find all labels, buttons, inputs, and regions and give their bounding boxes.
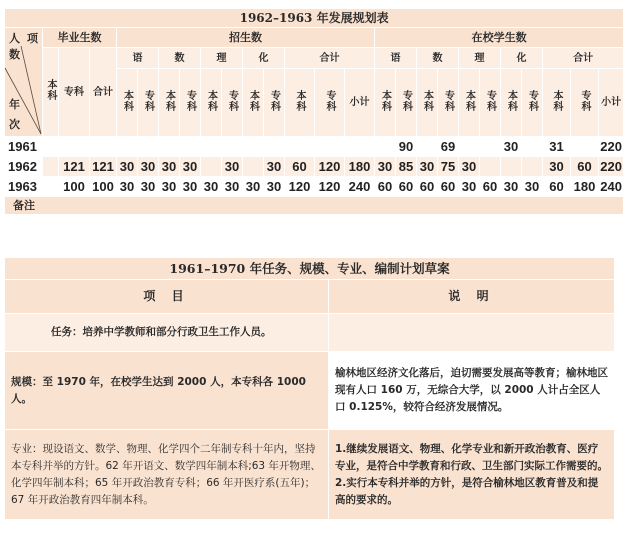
corner-nian: 年 — [9, 98, 20, 111]
data-cell — [180, 137, 201, 157]
data-cell: 30 — [375, 157, 396, 177]
enroll-shu-header: 数 — [159, 48, 201, 69]
corner-ci: 次 — [9, 118, 20, 131]
enroll-zhuanke-subheader: 专科 — [264, 69, 285, 137]
data-cell — [480, 137, 501, 157]
development-plan-table — [4, 8, 624, 215]
data-cell: 121 — [59, 157, 90, 177]
data-cell: 30 — [264, 177, 285, 197]
data-cell — [522, 157, 543, 177]
data-cell — [43, 177, 59, 197]
data-cell: 60 — [480, 177, 501, 197]
school-benke-subheader: 本科 — [417, 69, 438, 137]
table-row — [5, 137, 624, 157]
school-zhuanke-subheader: 专科 — [396, 69, 417, 137]
data-cell — [43, 157, 59, 177]
data-cell — [243, 137, 264, 157]
enrollment-header: 招生数 — [117, 28, 375, 48]
data-cell: 30 — [264, 157, 285, 177]
data-cell: 31 — [543, 137, 571, 157]
data-cell — [345, 137, 375, 157]
school-subtotal-subheader: 小计 — [599, 69, 624, 137]
data-cell: 30 — [180, 177, 201, 197]
data-cell: 121 — [90, 157, 117, 177]
corner-diagonal — [5, 28, 43, 136]
corner-shu: 数 — [9, 48, 20, 61]
task-plan-table — [4, 257, 615, 520]
data-cell — [117, 137, 138, 157]
data-cell — [459, 137, 480, 157]
data-cell: 30 — [159, 157, 180, 177]
scale-desc: 榆林地区经济文化落后，迫切需要发展高等教育；榆林地区现有人口 160 万，无综合大学，以 2000 人计占全区人口 0.125%，较符合经济发展情况。 — [329, 352, 615, 430]
data-cell — [264, 137, 285, 157]
year-cell: 1962 — [5, 157, 43, 177]
data-cell: 180 — [345, 157, 375, 177]
data-cell: 75 — [438, 157, 459, 177]
enroll-benke-subheader: 本科 — [117, 69, 138, 137]
data-cell: 60 — [571, 157, 599, 177]
data-cell: 30 — [459, 177, 480, 197]
data-cell — [159, 137, 180, 157]
school-benke-subheader: 本科 — [501, 69, 522, 137]
data-cell: 30 — [501, 177, 522, 197]
enroll-total-header: 合计 — [285, 48, 375, 69]
data-cell — [501, 157, 522, 177]
data-cell: 30 — [222, 157, 243, 177]
data-cell — [522, 137, 543, 157]
data-cell — [315, 137, 345, 157]
data-cell: 60 — [417, 177, 438, 197]
data-cell: 180 — [571, 177, 599, 197]
data-cell: 30 — [243, 177, 264, 197]
table1-title: 1962–1963 年发展规划表 — [5, 9, 624, 28]
scale-item: 规模：至 1970 年，在校学生达到 2000 人，本专科各 1000 人。 — [5, 352, 329, 430]
data-cell: 120 — [315, 157, 345, 177]
enroll-total-benke-subheader: 本科 — [285, 69, 315, 137]
data-cell: 30 — [522, 177, 543, 197]
enroll-benke-subheader: 本科 — [159, 69, 180, 137]
school-benke-subheader: 本科 — [375, 69, 396, 137]
enroll-total-zhuanke-subheader: 专科 — [315, 69, 345, 137]
data-cell: 30 — [222, 177, 243, 197]
enroll-zhuanke-subheader: 专科 — [222, 69, 243, 137]
data-cell: 60 — [543, 177, 571, 197]
data-cell: 60 — [438, 177, 459, 197]
year-cell: 1963 — [5, 177, 43, 197]
column-item-header: 项 目 — [5, 280, 329, 314]
data-cell: 69 — [438, 137, 459, 157]
school-total-header: 合计 — [543, 48, 624, 69]
data-cell: 60 — [375, 177, 396, 197]
data-cell: 90 — [396, 137, 417, 157]
data-cell: 30 — [159, 177, 180, 197]
major-item: 专业：现设语文、数学、物理、化学四个二年制专科十年内，坚持本专科并举的方针。62 年开语文、数学四年制本科;63 年开物理、化学四年制本科；65 年开政治教育专科；66 年开医疗系(五年)；67 年开政治教育四年制本科。 — [5, 430, 329, 520]
school-total-zhuanke-subheader: 专科 — [571, 69, 599, 137]
table-row — [5, 177, 624, 197]
enroll-hua-header: 化 — [243, 48, 285, 69]
data-cell — [59, 137, 90, 157]
data-cell — [285, 137, 315, 157]
school-zhuanke-subheader: 专科 — [480, 69, 501, 137]
enroll-benke-subheader: 本科 — [201, 69, 222, 137]
data-cell: 30 — [417, 157, 438, 177]
year-cell: 1961 — [5, 137, 43, 157]
enroll-yu-header: 语 — [117, 48, 159, 69]
data-cell: 240 — [599, 177, 624, 197]
data-cell: 30 — [117, 177, 138, 197]
data-cell — [90, 137, 117, 157]
table-row — [5, 157, 624, 177]
task-item: 任务：培养中学教师和部分行政卫生工作人员。 — [5, 314, 329, 352]
data-cell: 240 — [345, 177, 375, 197]
note-label: 备注 — [13, 199, 35, 212]
data-cell: 100 — [90, 177, 117, 197]
data-cell — [201, 157, 222, 177]
data-cell — [43, 137, 59, 157]
data-cell — [201, 137, 222, 157]
table1-corner-header — [5, 28, 43, 137]
data-cell: 120 — [315, 177, 345, 197]
data-cell — [243, 157, 264, 177]
school-shu-header: 数 — [417, 48, 459, 69]
data-cell — [375, 137, 396, 157]
school-yu-header: 语 — [375, 48, 417, 69]
school-hua-header: 化 — [501, 48, 543, 69]
grad-zhuanke-header: 专科 — [59, 48, 90, 137]
enroll-benke-subheader: 本科 — [243, 69, 264, 137]
table1-note-row — [5, 197, 624, 215]
corner-xiang: 项 — [27, 32, 38, 45]
grad-total-header: 合计 — [90, 48, 117, 137]
corner-ren: 人 — [9, 32, 20, 45]
data-cell — [222, 137, 243, 157]
school-zhuanke-subheader: 专科 — [438, 69, 459, 137]
data-cell: 30 — [117, 157, 138, 177]
data-cell: 100 — [59, 177, 90, 197]
school-li-header: 理 — [459, 48, 501, 69]
data-cell: 120 — [285, 177, 315, 197]
data-cell: 30 — [180, 157, 201, 177]
school-total-benke-subheader: 本科 — [543, 69, 571, 137]
table2-title: 1961–1970 年任务、规模、专业、编制计划草案 — [5, 258, 615, 280]
data-cell — [571, 137, 599, 157]
data-cell — [138, 137, 159, 157]
enroll-li-header: 理 — [201, 48, 243, 69]
data-cell — [417, 137, 438, 157]
data-cell: 220 — [599, 157, 624, 177]
data-cell: 85 — [396, 157, 417, 177]
data-cell: 60 — [396, 177, 417, 197]
data-cell: 30 — [138, 177, 159, 197]
task-desc — [329, 314, 615, 352]
data-cell — [480, 157, 501, 177]
school-benke-subheader: 本科 — [459, 69, 480, 137]
enroll-zhuanke-subheader: 专科 — [138, 69, 159, 137]
data-cell: 30 — [543, 157, 571, 177]
major-desc: 1.继续发展语文、物理、化学专业和新开政治教育、医疗专业，是符合中学教育和行政、卫生部门实际工作需要的。 2.实行本专科并举的方针，是符合榆林地区教育普及和提高的要求的。 — [329, 430, 615, 520]
graduates-header: 毕业生数 — [43, 28, 117, 48]
school-zhuanke-subheader: 专科 — [522, 69, 543, 137]
data-cell: 30 — [459, 157, 480, 177]
data-cell: 30 — [138, 157, 159, 177]
enroll-zhuanke-subheader: 专科 — [180, 69, 201, 137]
data-cell: 220 — [599, 137, 624, 157]
data-cell: 30 — [501, 137, 522, 157]
column-desc-header: 说 明 — [329, 280, 615, 314]
data-cell: 60 — [285, 157, 315, 177]
enroll-subtotal-subheader: 小计 — [345, 69, 375, 137]
grad-benke-header: 本科 — [43, 48, 59, 137]
data-cell: 30 — [201, 177, 222, 197]
enrolled-students-header: 在校学生数 — [375, 28, 624, 48]
